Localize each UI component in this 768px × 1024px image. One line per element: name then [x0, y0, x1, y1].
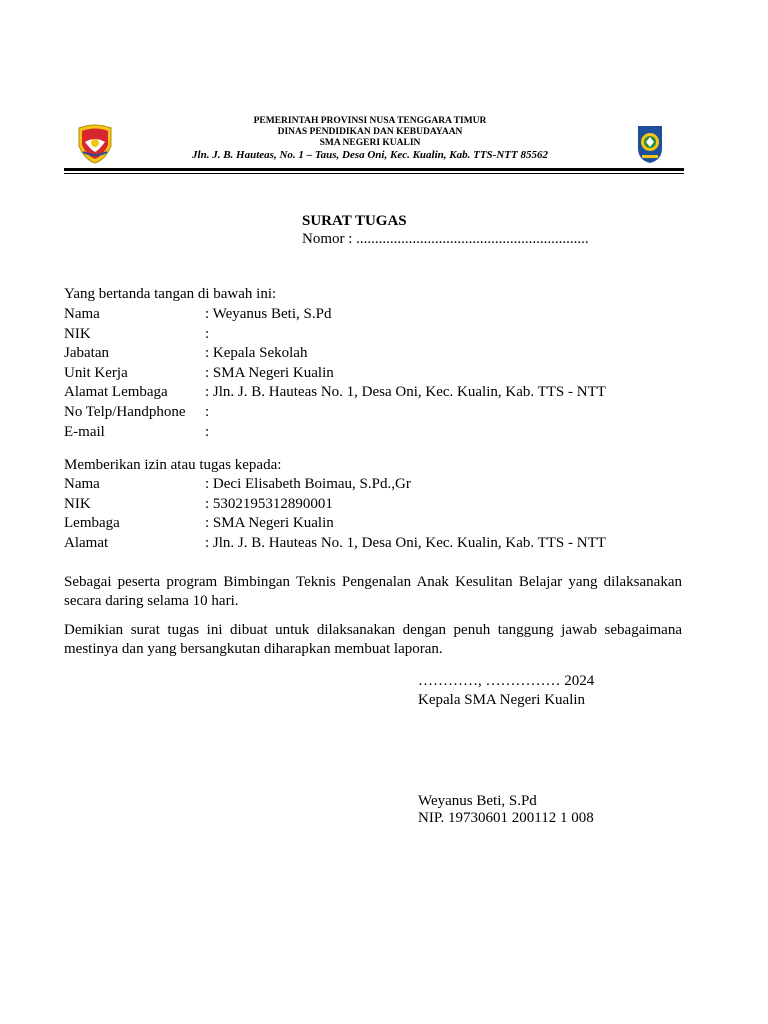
signature-place-date: …………, …………… 2024 — [418, 673, 595, 689]
document-number: Nomor : .............................................................. — [302, 231, 589, 247]
signature-nip: NIP. 19730601 200112 1 008 — [418, 810, 594, 826]
signer-label-unit-kerja: Unit Kerja — [64, 365, 128, 381]
assignee-label-alamat: Alamat — [64, 535, 109, 551]
document-title: SURAT TUGAS — [302, 213, 407, 229]
signer-label-alamat-lembaga: Alamat Lembaga — [64, 384, 168, 400]
assignee-value-lembaga: : SMA Negeri Kualin — [205, 515, 334, 531]
signature-position: Kepala SMA Negeri Kualin — [418, 692, 586, 708]
assignee-value-alamat: : Jln. J. B. Hauteas No. 1, Desa Oni, Kec. Kualin, Kab. TTS - NTT — [205, 535, 606, 551]
signer-value-unit-kerja: : SMA Negeri Kualin — [205, 365, 334, 381]
letterhead-divider-thick — [64, 168, 684, 171]
signer-value-telp: : — [205, 404, 210, 420]
letterhead-divider-thin — [64, 173, 684, 174]
assignee-value-nik: : 5302195312890001 — [205, 496, 333, 512]
signer-value-alamat-lembaga: : Jln. J. B. Hauteas No. 1, Desa Oni, Kec. Kualin, Kab. TTS - NTT — [205, 384, 606, 400]
signer-label-nama: Nama — [64, 306, 100, 322]
signer-label-jabatan: Jabatan — [64, 345, 109, 361]
signer-label-telp: No Telp/Handphone — [64, 404, 186, 420]
signer-value-email: : — [205, 424, 210, 440]
assignee-label-nik: NIK — [64, 496, 91, 512]
assignee-intro: Memberikan izin atau tugas kepada: — [64, 457, 282, 473]
letterhead-school: SMA NEGERI KUALIN — [319, 138, 421, 148]
assignee-value-nama: : Deci Elisabeth Boimau, S.Pd.,Gr — [205, 476, 411, 492]
body-paragraph-purpose: Sebagai peserta program Bimbingan Teknis Pengenalan Anak Kesulitan Belajar yang dilaksanakan secara daring selama 10 hari. — [64, 574, 682, 609]
letterhead-address: Jln. J. B. Hauteas, No. 1 – Taus, Desa Oni, Kec. Kualin, Kab. TTS-NTT 85562 — [192, 149, 548, 161]
body-paragraph-closing: Demikian surat tugas ini dibuat untuk dilaksanakan dengan penuh tanggung jawab sebagaimana mestinya dan yang bersangkutan diharapkan membuat laporan. — [64, 622, 682, 657]
signer-value-jabatan: : Kepala Sekolah — [205, 345, 308, 361]
signer-value-nama: : Weyanus Beti, S.Pd — [205, 306, 332, 322]
signer-label-nik: NIK — [64, 326, 91, 342]
assignee-label-lembaga: Lembaga — [64, 515, 120, 531]
signer-label-email: E-mail — [64, 424, 105, 440]
school-emblem-icon — [636, 122, 664, 164]
letterhead-government: PEMERINTAH PROVINSI NUSA TENGGARA TIMUR — [253, 116, 487, 126]
signer-intro: Yang bertanda tangan di bawah ini: — [64, 286, 277, 302]
letterhead-department: DINAS PENDIDIKAN DAN KEBUDAYAAN — [277, 127, 463, 137]
assignee-label-nama: Nama — [64, 476, 100, 492]
signature-name: Weyanus Beti, S.Pd — [418, 793, 537, 809]
signer-value-nik: : — [205, 326, 210, 342]
